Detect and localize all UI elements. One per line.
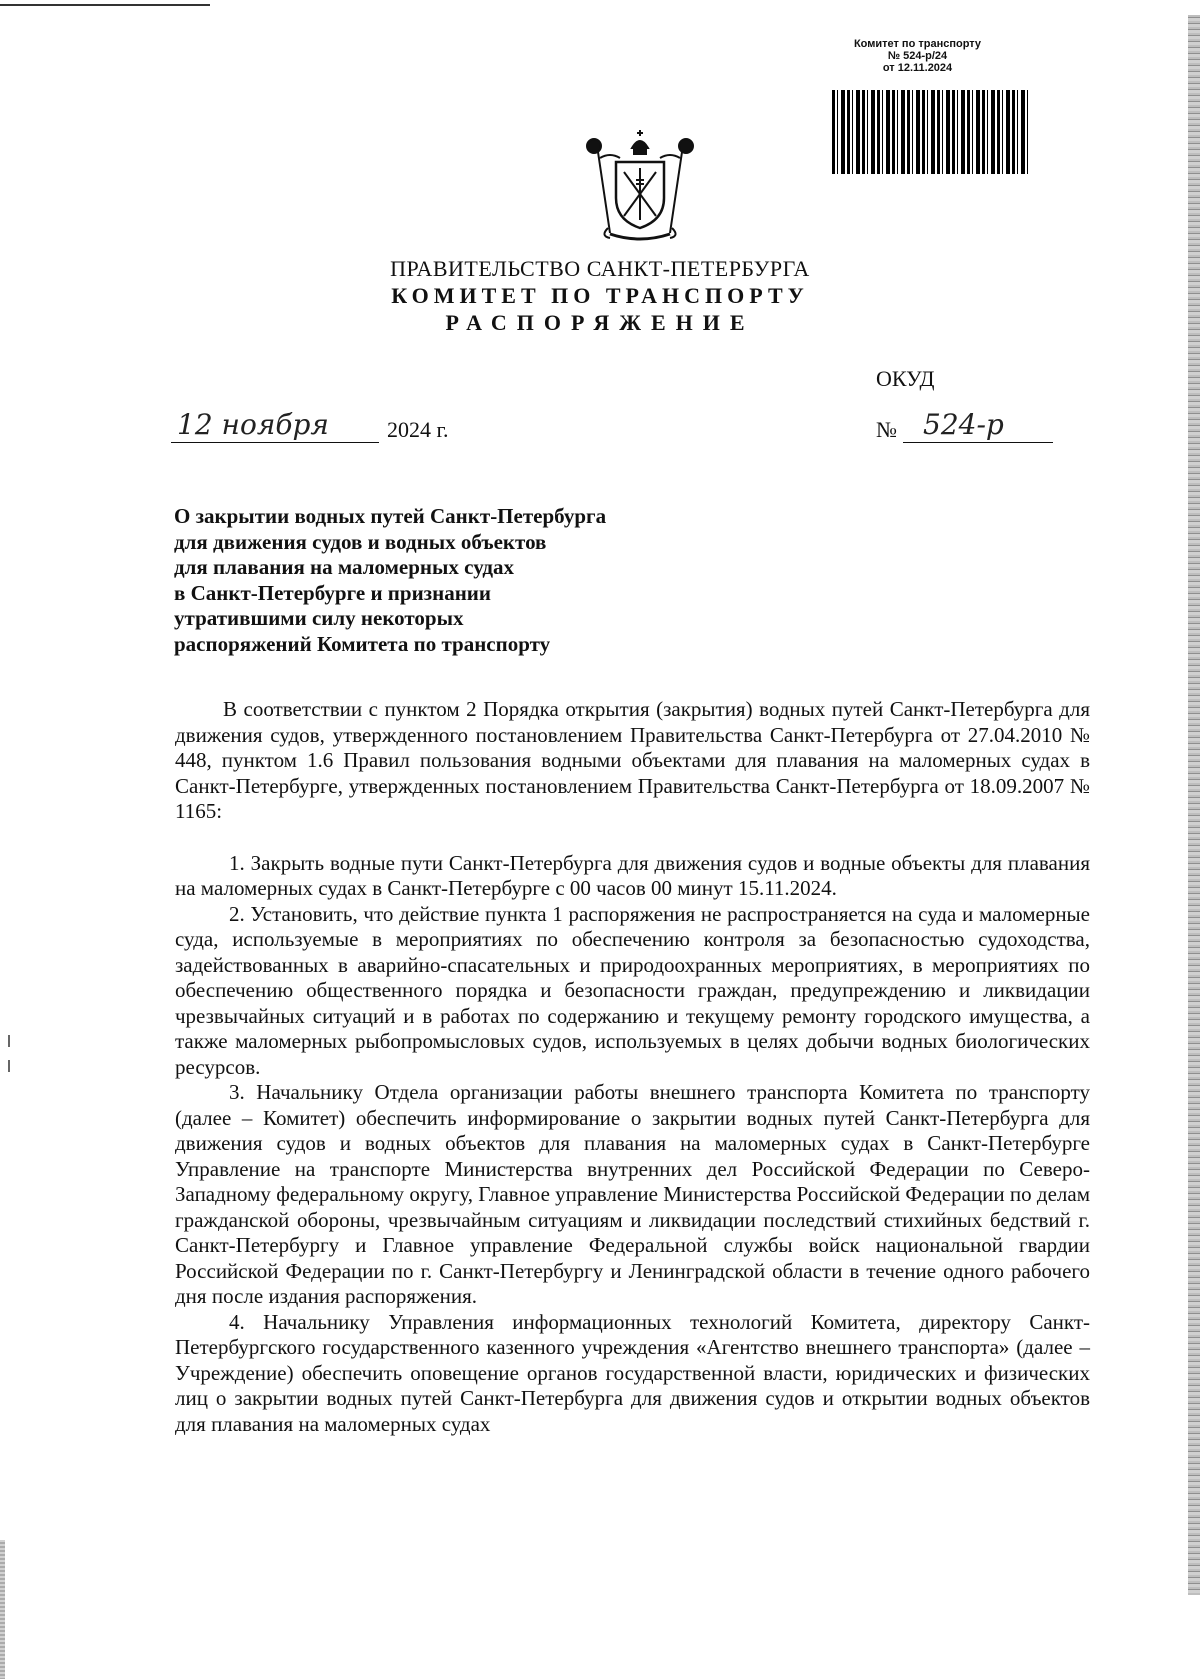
committee-name: КОМИТЕТ ПО ТРАНСПОРТУ <box>391 283 809 308</box>
document-title <box>174 504 734 657</box>
number-label: № <box>876 417 897 442</box>
order-item-4: 4. Начальнику Управления информационных технологий Комитета, директору Санкт-Петербургского государственного казенного учреждения «Агентство внешнего транспорта» (далее – Учреждение) обеспечить оповещение органов государственной власти, юридических и физических лиц о закрытии водных путей Санкт-Петербурга для движения судов и открытии водных объектов для плавания на маломерных судах <box>175 1309 1090 1436</box>
order-item-2: 2. Установить, что действие пункта 1 распоряжения не распространяется на суда и маломерные суда, используемые в мероприятиях по обеспечению контроля за безопасностью судоходства, задействованных в аварийно-спасательных и природоохранных мероприятиях, в мероприятиях по обеспечению общественного порядка и безопасности граждан, предупреждению и ликвидации чрезвычайных ситуаций и в работах по содержанию и текущему ремонту городского имущества, а также маломерных рыбопромысловых судов, используемых в целях добычи водных биологических ресурсов. <box>175 901 1090 1079</box>
government-name: ПРАВИТЕЛЬСТВО САНКТ-ПЕТЕРБУРГА <box>390 256 810 281</box>
title-line: утратившими силу некоторых <box>174 606 464 630</box>
stamp-date: от 12.11.2024 <box>882 62 953 74</box>
stamp-number: № 524-р/24 <box>887 50 948 62</box>
stamp-organization: Комитет по транспорту <box>853 38 982 50</box>
title-line: О закрытии водных путей Санкт-Петербурга <box>174 504 607 528</box>
title-line: для движения судов и водных объектов <box>174 529 547 554</box>
date-year: 2024 г. <box>387 417 449 442</box>
title-line: для плавания на маломерных судах <box>174 555 515 579</box>
registration-stamp <box>820 38 1015 74</box>
scan-mark <box>8 1060 10 1072</box>
document-date <box>171 408 449 443</box>
okud-label: ОКУД <box>876 366 935 391</box>
coat-of-arms-emblem <box>580 128 700 246</box>
preamble-paragraph: В соответствии с пунктом 2 Порядка открытия (закрытия) водных путей Санкт-Петербурга для движения судов, утвержденного постановлением Правительства Санкт-Петербурга от 27.04.2010 № 448, пунктом 1.6 Правил пользования водными объектами для плавания на маломерных судах в Санкт-Петербурге, утвержденных постановлением Правительства Санкт-Петербурга от 18.09.2007 № 1165: <box>175 697 1090 823</box>
order-item-3: 3. Начальнику Отдела организации работы внешнего транспорта Комитета по транспорту (далее – Комитет) обеспечить информирование о закрытии водных путей Санкт-Петербурга для движения судов и водных объектов для плавания на маломерных судах в Санкт-Петербурге Управление на транспорте Министерства внутренних дел Российской Федерации по Северо-Западному федеральному округу, Главное управление Министерства Российской Федерации по делам гражданской обороны, чрезвычайным ситуациям и ликвидации последствий стихийных бедствий г. Санкт-Петербургу и Главное управление Федеральной службы войск национальной гвардии Российской Федерации по г. Санкт-Петербургу и Ленинградской области в течение одного рабочего дня после издания распоряжения. <box>175 1080 1090 1308</box>
scan-mark <box>8 1035 10 1047</box>
document-type: РАСПОРЯЖЕНИЕ <box>445 310 755 335</box>
barcode <box>832 90 1028 174</box>
handwritten-number: 524-р <box>903 408 1053 443</box>
document-header <box>0 256 1200 336</box>
scan-right-edge-shadow <box>1188 15 1200 1595</box>
document-number <box>876 408 1053 443</box>
handwritten-date: 12 ноября <box>171 408 379 443</box>
title-line: в Санкт-Петербурге и признании <box>174 580 492 605</box>
document-body <box>175 697 1090 1437</box>
title-line: распоряжений Комитета по транспорту <box>174 631 551 656</box>
order-item-1: 1. Закрыть водные пути Санкт-Петербурга для движения судов и водные объекты для плавания на маломерных судах в Санкт-Петербурге с 00 часов 00 минут 15.11.2024. <box>175 850 1090 900</box>
scan-top-edge-line <box>0 4 210 6</box>
scan-left-edge-shadow <box>0 1540 5 1679</box>
